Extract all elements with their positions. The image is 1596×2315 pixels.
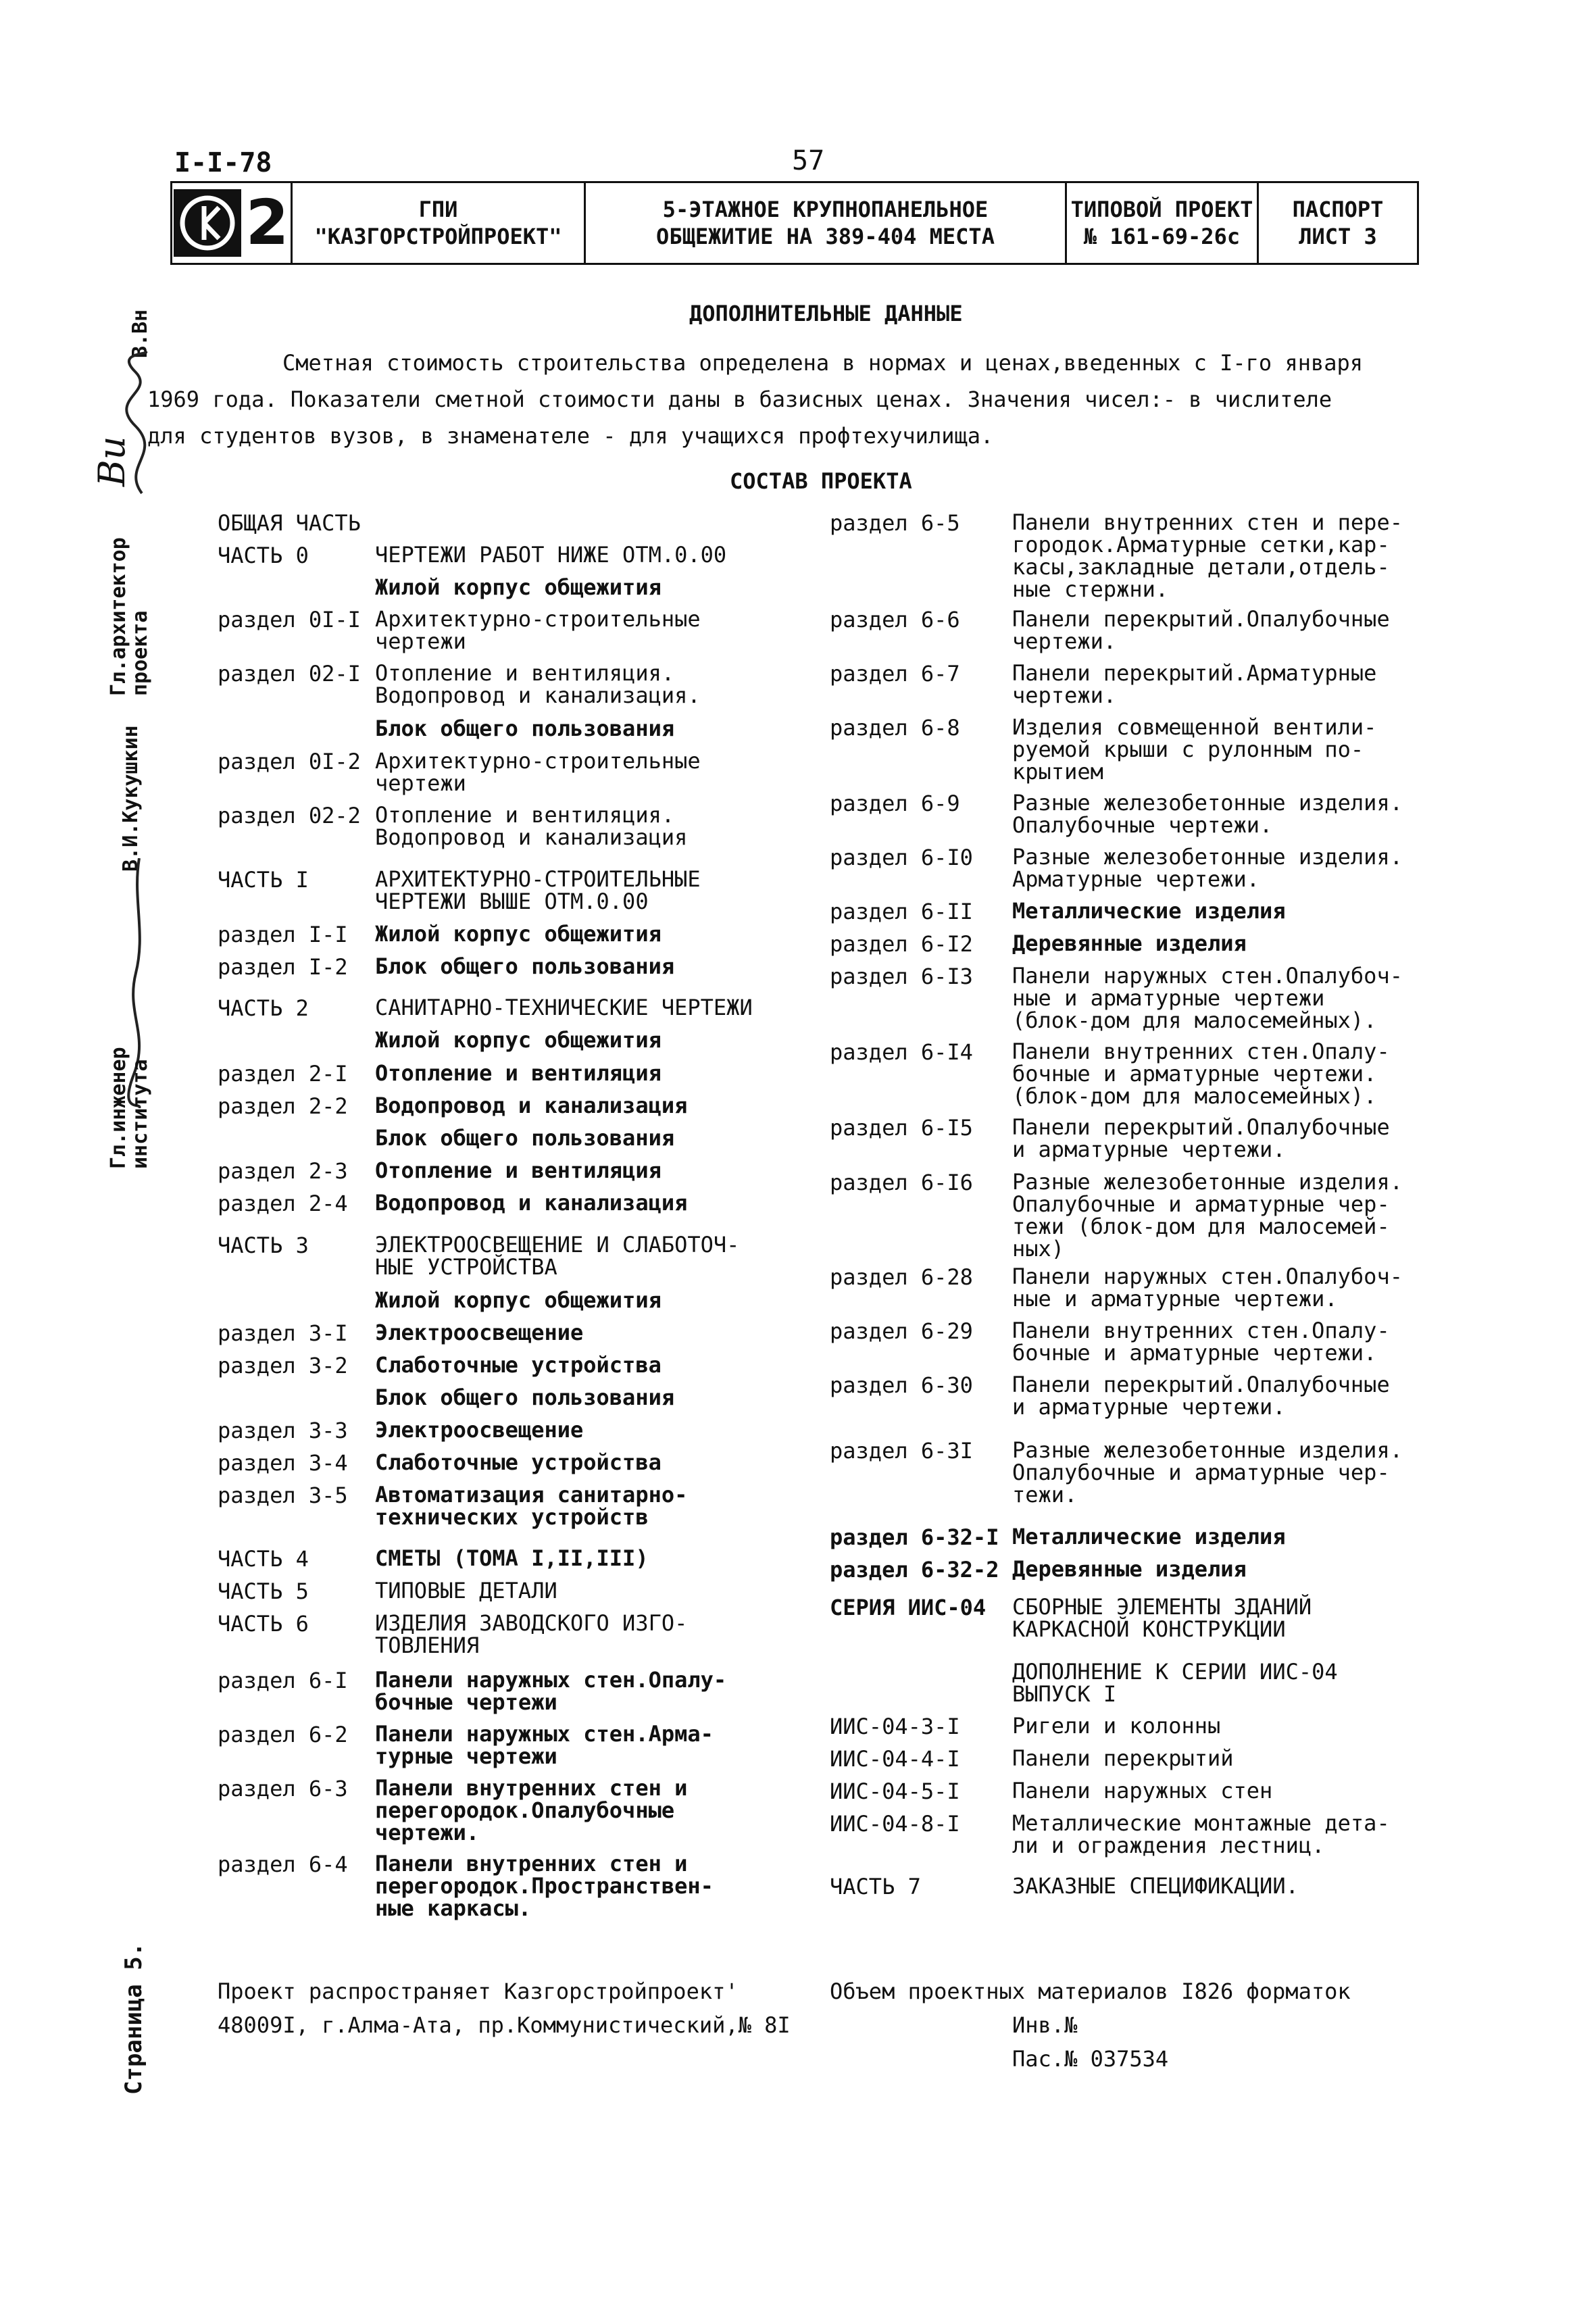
left-entry-text: ИЗДЕЛИЯ ЗАВОДСКОГО ИЗГО- ТОВЛЕНИЯ <box>375 1610 688 1658</box>
title-block <box>170 181 1419 265</box>
left-entry-text: ТИПОВЫЕ ДЕТАЛИ <box>375 1578 557 1603</box>
left-entry-label: ЧАСТЬ 4 <box>218 1546 309 1572</box>
left-entry-label: раздел 6-2 <box>218 1722 348 1747</box>
passport-number: Пас.№ 037534 <box>1012 2046 1169 2072</box>
left-entry-label: раздел 0I-2 <box>218 749 361 774</box>
left-entry-text: Отопление и вентиляция. Водопровод и канализация. <box>375 660 701 708</box>
architect-name: В.Вн <box>128 309 152 358</box>
right-entry-text: Разные железобетонные изделия. Арматурные чертежи. <box>1012 844 1403 892</box>
passport-label: ПАСПОРТ <box>1292 197 1384 222</box>
left-entry-text: Водопровод и канализация <box>375 1093 688 1118</box>
left-entry-label: ЧАСТЬ 6 <box>218 1611 309 1637</box>
volume-info: Объем проектных материалов I826 форматок <box>830 1978 1351 2004</box>
project-title-line-2: ОБЩЕЖИТИЕ НА 389-404 МЕСТА <box>656 224 995 249</box>
right-entry-text: ЗАКАЗНЫЕ СПЕЦИФИКАЦИИ. <box>1012 1873 1299 1899</box>
distributor-line-2: 48009I, г.Алма-Ата, пр.Коммунистический,№ 8I <box>218 2012 791 2038</box>
inventory-number: Инв.№ <box>1012 2012 1078 2038</box>
left-entry-text: Панели наружных стен.Опалу- бочные чертежи <box>375 1667 727 1715</box>
right-entry-label: раздел 6-I5 <box>830 1115 973 1141</box>
ck-logo-glyph <box>177 193 238 253</box>
engineer-name: В.И.Кукушкин <box>119 725 143 872</box>
left-entry-label: раздел 6-3 <box>218 1776 348 1801</box>
left-entry-label: раздел 2-3 <box>218 1158 348 1184</box>
left-entry-label: раздел I-2 <box>218 954 348 980</box>
right-entry-label: раздел 6-I6 <box>830 1170 973 1195</box>
project-type-line-1: ТИПОВОЙ ПРОЕКТ <box>1070 197 1253 222</box>
left-entry-text: Блок общего пользования <box>375 1385 675 1410</box>
right-entry-text: Металлические монтажные дета- ли и ограждения лестниц. <box>1012 1810 1390 1858</box>
left-entry-label: раздел 02-I <box>218 661 361 687</box>
right-entry-text: Металлические изделия <box>1012 898 1286 924</box>
left-entry-text: Слаботочные устройства <box>375 1449 662 1475</box>
engineer-title: Гл.инженер института <box>107 1047 152 1169</box>
left-entry-text: САНИТАРНО-ТЕХНИЧЕСКИЕ ЧЕРТЕЖИ <box>375 995 753 1020</box>
left-entry-text: Блок общего пользования <box>375 716 675 741</box>
right-entry-label: ИИС-04-5-I <box>830 1778 960 1804</box>
intro-paragraph <box>147 345 1411 454</box>
right-entry-text: Изделия совмещенной вентили- руемой крыши с рулонным по- крытием <box>1012 714 1377 785</box>
left-entry-label: ЧАСТЬ I <box>218 867 309 893</box>
logo <box>172 183 293 263</box>
right-entry-text: Деревянные изделия <box>1012 1556 1247 1582</box>
left-entry-text: Слаботочные устройства <box>375 1352 662 1378</box>
left-entry-text: Панели внутренних стен и перегородок.Опалубочные чертежи. <box>375 1775 688 1845</box>
left-entry-label: раздел 6-I <box>218 1668 348 1693</box>
left-entry-text: Автоматизация санитарно- технических устройств <box>375 1482 688 1530</box>
left-entry-label: ЧАСТЬ 0 <box>218 543 309 568</box>
left-entry-label: ОБЩАЯ ЧАСТЬ <box>218 510 361 536</box>
page-label: Страница 5. <box>120 1942 147 2095</box>
left-entry-text: Блок общего пользования <box>375 953 675 979</box>
passport-cell <box>1259 183 1417 263</box>
right-entry-label: раздел 6-9 <box>830 791 960 816</box>
right-entry-text: ДОПОЛНЕНИЕ К СЕРИИ ИИС-04 ВЫПУСК I <box>1012 1659 1338 1707</box>
intro-line-2: 1969 года. Показатели сметной стоимости даны в базисных ценах. Значения чисел:- в числителе <box>147 387 1332 412</box>
right-entry-label: раздел 6-29 <box>830 1318 973 1344</box>
left-entry-label: ЧАСТЬ 3 <box>218 1233 309 1258</box>
right-entry-text: Панели внутренних стен.Опалу- бочные и арматурные чертежи. <box>1012 1318 1390 1366</box>
left-entry-text: Отопление и вентиляция. Водопровод и канализация <box>375 802 688 850</box>
left-entry-text: Архитектурно-строительные чертежи <box>375 606 701 654</box>
left-entry-text: Архитектурно-строительные чертежи <box>375 748 701 796</box>
right-entry-text: Панели наружных стен <box>1012 1778 1273 1803</box>
right-entry-text: СБОРНЫЕ ЭЛЕМЕНТЫ ЗДАНИЙ КАРКАСНОЙ КОНСТРУКЦИИ <box>1012 1594 1312 1642</box>
left-entry-text: СМЕТЫ (ТОМА I,II,III) <box>375 1545 649 1571</box>
right-entry-label: раздел 6-30 <box>830 1372 973 1398</box>
left-entry-text: Жилой корпус общежития <box>375 1027 662 1053</box>
left-entry-text: Панели наружных стен.Арма- турные чертежи <box>375 1721 714 1769</box>
right-entry-label: раздел 6-II <box>830 899 973 924</box>
left-entry-text: АРХИТЕКТУРНО-СТРОИТЕЛЬНЫЕ ЧЕРТЕЖИ ВЫШЕ ОТМ.0.00 <box>375 866 701 914</box>
left-entry-label: раздел 2-I <box>218 1061 348 1087</box>
right-entry-label: ЧАСТЬ 7 <box>830 1874 921 1899</box>
right-entry-text: Ригели и колонны <box>1012 1713 1221 1739</box>
document-code: I-I-78 <box>174 147 272 178</box>
right-entry-text: Разные железобетонные изделия. Опалубочные и арматурные чер- тежи. <box>1012 1437 1403 1508</box>
right-entry-label: раздел 6-I0 <box>830 845 973 870</box>
right-entry-label: раздел 6-5 <box>830 510 960 536</box>
left-entry-label: раздел 3-5 <box>218 1483 348 1508</box>
right-entry-label: раздел 6-6 <box>830 607 960 632</box>
left-entry-label: раздел 3-3 <box>218 1418 348 1443</box>
logo-number: 2 <box>245 186 289 259</box>
left-entry-text: ЧЕРТЕЖИ РАБОТ НИЖЕ ОТМ.0.00 <box>375 542 727 568</box>
architect-title: Гл.архитектор проекта <box>107 537 152 696</box>
project-type-cell <box>1067 183 1259 263</box>
left-entry-label: ЧАСТЬ 5 <box>218 1578 309 1604</box>
left-entry-text: Жилой корпус общежития <box>375 574 662 600</box>
right-entry-label: раздел 6-7 <box>830 661 960 687</box>
right-entry-text: Панели перекрытий.Опалубочные и арматурные чертежи. <box>1012 1114 1390 1162</box>
right-entry-text: Панели перекрытий.Опалубочные и арматурные чертежи. <box>1012 1372 1390 1420</box>
left-entry-text: ЭЛЕКТРООСВЕЩЕНИЕ И СЛАБОТОЧ- НЫЕ УСТРОЙСТВА <box>375 1232 740 1280</box>
left-entry-label: раздел 6-4 <box>218 1851 348 1877</box>
right-entry-label: раздел 6-8 <box>830 715 960 741</box>
right-entry-text: Панели перекрытий.Арматурные чертежи. <box>1012 660 1377 708</box>
ck-logo-icon <box>174 189 241 257</box>
intro-line-1: Сметная стоимость строительства определена в нормах и ценах,введенных с I-го января <box>282 350 1364 376</box>
right-entry-label: раздел 6-32-I <box>830 1524 999 1550</box>
left-entry-label: раздел I-I <box>218 922 348 947</box>
left-entry-text: Водопровод и канализация <box>375 1190 688 1216</box>
right-entry-text: Панели внутренних стен.Опалу- бочные и арматурные чертежи. (блок-дом для малосемейных). <box>1012 1039 1390 1109</box>
architect-signature: Ви <box>91 436 133 487</box>
right-entry-label: раздел 6-I2 <box>830 931 973 957</box>
left-entry-text: Отопление и вентиляция <box>375 1158 662 1183</box>
left-entry-label: раздел 02-2 <box>218 803 361 828</box>
right-entry-text: Деревянные изделия <box>1012 930 1247 956</box>
left-entry-text: Панели внутренних стен и перегородок.Пространствен- ные каркасы. <box>375 1851 714 1921</box>
additional-data-heading: ДОПОЛНИТЕЛЬНЫЕ ДАННЫЕ <box>689 301 963 326</box>
left-entry-label: раздел 3-I <box>218 1320 348 1346</box>
project-title-cell <box>586 183 1067 263</box>
intro-line-3: для студентов вузов, в знаменателе - для учащихся профтехучилища. <box>147 423 994 449</box>
left-entry-label: ЧАСТЬ 2 <box>218 995 309 1021</box>
organization-cell <box>293 183 586 263</box>
org-line-1: ГПИ <box>418 197 458 222</box>
project-title-line-1: 5-ЭТАЖНОЕ КРУПНОПАНЕЛЬНОЕ <box>662 197 989 222</box>
left-entry-text: Электроосвещение <box>375 1320 584 1345</box>
composition-heading: СОСТАВ ПРОЕКТА <box>730 468 912 494</box>
right-entry-label: раздел 6-I4 <box>830 1039 973 1065</box>
right-entry-label: раздел 6-I3 <box>830 964 973 989</box>
right-entry-text: Панели внутренних стен и пере- городок.Арматурные сетки,кар- касы,закладные детали,отдель- ные стержни. <box>1012 509 1403 602</box>
left-entry-label: раздел 2-2 <box>218 1093 348 1119</box>
org-line-2: "КАЗГОРСТРОЙПРОЕКТ" <box>314 224 562 249</box>
right-entry-text: Разные железобетонные изделия. Опалубочные чертежи. <box>1012 790 1403 838</box>
sheet-number: ЛИСТ 3 <box>1299 224 1377 249</box>
right-entry-text: Панели перекрытий.Опалубочные чертежи. <box>1012 606 1390 654</box>
right-entry-label: раздел 6-28 <box>830 1264 973 1290</box>
right-entry-label: СЕРИЯ ИИС-04 <box>830 1595 987 1620</box>
left-entry-text: Жилой корпус общежития <box>375 921 662 947</box>
distributor-line-1: Проект распространяет Казгорстройпроект' <box>218 1978 739 2004</box>
project-number: № 161-69-26с <box>1083 224 1241 249</box>
right-entry-label: раздел 6-32-2 <box>830 1557 999 1583</box>
right-entry-label: ИИС-04-3-I <box>830 1714 960 1739</box>
right-entry-label: раздел 6-3I <box>830 1438 973 1464</box>
left-entry-label: раздел 3-2 <box>218 1353 348 1378</box>
left-entry-label: раздел 3-4 <box>218 1450 348 1476</box>
right-entry-text: Панели наружных стен.Опалубоч- ные и арматурные чертежи. <box>1012 1264 1403 1312</box>
right-entry-text: Металлические изделия <box>1012 1524 1286 1549</box>
left-entry-label: раздел 2-4 <box>218 1191 348 1216</box>
right-entry-text: Разные железобетонные изделия. Опалубочные и арматурные чер- тежи (блок-дом для малосемей- ных) <box>1012 1169 1403 1262</box>
left-entry-text: Электроосвещение <box>375 1417 584 1443</box>
left-entry-text: Жилой корпус общежития <box>375 1287 662 1313</box>
left-entry-text: Отопление и вентиляция <box>375 1060 662 1086</box>
right-entry-text: Панели наружных стен.Опалубоч- ные и арматурные чертежи (блок-дом для малосемейных). <box>1012 963 1403 1033</box>
right-entry-label: ИИС-04-8-I <box>830 1811 960 1837</box>
page-number: 57 <box>792 145 825 176</box>
left-entry-text: Блок общего пользования <box>375 1125 675 1151</box>
right-entry-label: ИИС-04-4-I <box>830 1746 960 1772</box>
right-entry-text: Панели перекрытий <box>1012 1745 1234 1771</box>
left-entry-label: раздел 0I-I <box>218 607 361 632</box>
